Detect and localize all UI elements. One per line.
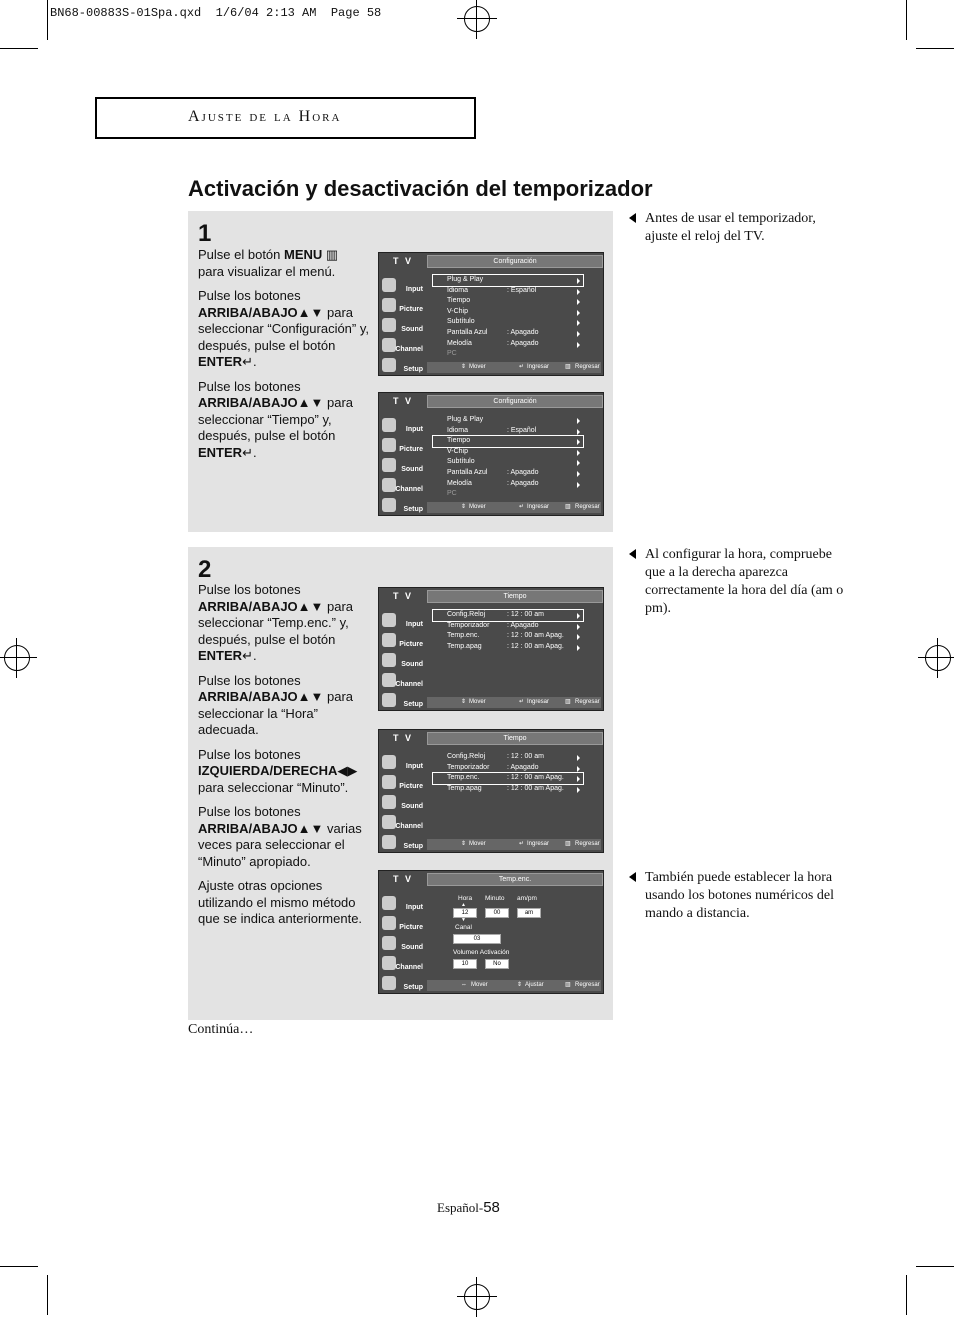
crop-mark xyxy=(0,1266,38,1267)
setup-icon xyxy=(382,693,396,707)
input-icon xyxy=(382,418,396,432)
tv-menu-row: Temporizador : Apagado xyxy=(433,763,583,774)
crop-mark xyxy=(0,48,38,49)
footer-label: Mover xyxy=(469,364,486,370)
page-title: Activación y desactivación del temporizador xyxy=(188,176,653,201)
move-icon: ⇕ xyxy=(461,504,467,510)
picture-icon xyxy=(382,633,396,647)
activacion-field: No xyxy=(485,959,509,969)
tv-footer xyxy=(427,980,601,991)
tv-menu-list xyxy=(433,415,583,500)
channel-icon xyxy=(382,815,396,829)
tv-menu-list xyxy=(433,275,583,360)
tv-side-menu xyxy=(380,611,424,711)
tv-side-menu xyxy=(380,753,424,853)
note-arrow-icon xyxy=(629,872,636,882)
tv-label: T V xyxy=(393,396,414,406)
tv-menu-row: Tiempo xyxy=(433,436,583,447)
tv-footer xyxy=(427,362,601,373)
hora-field: 12 xyxy=(453,908,477,918)
tv-menu-row: V-Chip xyxy=(433,307,583,318)
down-arrow-icon: ▼ xyxy=(461,917,466,923)
footer-label: Regresar xyxy=(575,841,600,847)
up-down-icon: ▲▼ xyxy=(297,820,324,836)
tv-screen-title: Configuración xyxy=(427,395,603,408)
tv-menu-row: Temp.enc. : 12 : 00 am Apag. xyxy=(433,773,583,784)
tv-screen-title: Configuración xyxy=(427,255,603,268)
channel-icon xyxy=(382,673,396,687)
side-label: Channel xyxy=(395,823,423,830)
step-2-note-2: También puede establecer la hora usando los botones numéricos del mando a distancia. xyxy=(645,870,834,921)
side-label: Setup xyxy=(403,506,423,513)
side-label: Input xyxy=(405,904,423,911)
picture-icon xyxy=(382,775,396,789)
channel-icon xyxy=(382,956,396,970)
side-label: Setup xyxy=(403,366,423,373)
tv-footer xyxy=(427,839,601,850)
adjust-icon: ⇕ xyxy=(517,982,523,988)
side-label: Setup xyxy=(403,843,423,850)
enter-icon: ↵ xyxy=(519,699,525,705)
footer-label: Regresar xyxy=(575,364,600,370)
crop-mark xyxy=(906,0,907,40)
footer-label: Mover xyxy=(469,841,486,847)
step-1-note: Antes de usar el temporizador, ajuste el reloj del TV. xyxy=(645,211,816,244)
tv-menu-row: Config.Reloj : 12 : 00 am xyxy=(433,610,583,621)
enter-icon: ↵ xyxy=(519,841,525,847)
tv-menu-row: Subtítulo xyxy=(433,457,583,468)
up-down-icon: ▲▼ xyxy=(297,304,324,320)
move-icon: ⇕ xyxy=(461,364,467,370)
footer-label: Ingresar xyxy=(527,699,550,705)
enter-icon: ↵ xyxy=(242,444,253,460)
input-icon xyxy=(382,755,396,769)
side-label: Picture xyxy=(399,924,423,931)
up-down-icon: ▲▼ xyxy=(297,395,324,410)
up-arrow-icon: ▲ xyxy=(461,902,466,908)
sound-icon xyxy=(382,936,396,950)
return-icon: ▥ xyxy=(565,982,571,988)
volumen-field: 10 xyxy=(453,959,477,969)
note-arrow-icon xyxy=(629,549,636,559)
ampm-field: am xyxy=(517,908,541,918)
side-label: Picture xyxy=(399,641,423,648)
step-1-number: 1 xyxy=(198,220,212,247)
channel-icon xyxy=(382,478,396,492)
side-label: Sound xyxy=(401,944,423,951)
footer-label: Regresar xyxy=(575,699,600,705)
footer-label: Ingresar xyxy=(527,504,550,510)
step-2-note-1: Al configurar la hora, compruebe que a la derecha aparezca correctamente la hora del día (am o pm). xyxy=(645,547,844,616)
ampm-label: am/pm xyxy=(517,895,537,902)
tv-menu-row: Pantalla Azul : Apagado xyxy=(433,468,583,479)
tv-menu-row: Temporizador : Apagado xyxy=(433,621,583,632)
crop-mark xyxy=(906,1275,907,1315)
setup-icon xyxy=(382,498,396,512)
enter-icon: ↵ xyxy=(519,364,525,370)
tv-menu-row: Idioma : Español xyxy=(433,286,583,297)
tv-menu-row: Melodía : Apagado xyxy=(433,479,583,490)
hora-label: Hora xyxy=(458,895,473,902)
footer-label: Ajustar xyxy=(525,982,544,988)
tv-menu-row: Pantalla Azul : Apagado xyxy=(433,328,583,339)
step-1-instructions: Pulse el botón MENU ▥ para visualizar el menú. Pulse los botones ARRIBA/ABAJO▲▼ para seleccionar “Configuración” y, después, pulse el botón ENTER↵. Pulse los botones ARRIBA/ABAJO▲▼ para seleccionar “Tiempo” y, después, pulse el botón ENTER↵. xyxy=(198,247,369,460)
minuto-label: Minuto xyxy=(485,895,505,902)
tv-label: T V xyxy=(393,874,414,884)
tv-menu-row: V-Chip xyxy=(433,447,583,458)
tv-screen-config-1 xyxy=(378,252,604,376)
sound-icon xyxy=(382,458,396,472)
tv-menu-row: PC xyxy=(447,350,457,358)
channel-icon xyxy=(382,338,396,352)
move-icon: ⇕ xyxy=(461,841,467,847)
tv-screen-config-2 xyxy=(378,392,604,516)
return-icon: ▥ xyxy=(565,841,571,847)
enter-icon: ↵ xyxy=(242,354,253,369)
side-label: Channel xyxy=(395,681,423,688)
tv-menu-row: Temp.apag : 12 : 00 am Apag. xyxy=(433,642,583,653)
crop-mark xyxy=(47,0,48,40)
continues-label: Continúa… xyxy=(188,1022,254,1037)
tv-screen-tiempo-2 xyxy=(378,729,604,853)
footer-label: Mover xyxy=(469,699,486,705)
tv-menu-list xyxy=(433,610,583,652)
side-label: Sound xyxy=(401,803,423,810)
tv-label: T V xyxy=(393,256,414,266)
registration-mark xyxy=(4,645,30,671)
tv-side-menu xyxy=(380,894,424,994)
move-icon: ⇔ xyxy=(461,982,467,988)
tv-footer xyxy=(427,502,601,513)
menu-icon: ▥ xyxy=(325,247,339,262)
canal-label: Canal xyxy=(455,924,472,931)
footer-label: Ingresar xyxy=(527,841,550,847)
setup-icon xyxy=(382,835,396,849)
side-label: Sound xyxy=(401,466,423,473)
registration-mark xyxy=(464,6,490,32)
left-right-icon: ◀▶ xyxy=(337,763,358,778)
tv-menu-row: Temp.apag : 12 : 00 am Apag. xyxy=(433,784,583,795)
canal-field: 03 xyxy=(453,934,501,944)
side-label: Picture xyxy=(399,783,423,790)
side-label: Sound xyxy=(401,661,423,668)
side-label: Setup xyxy=(403,701,423,708)
sound-icon xyxy=(382,653,396,667)
tv-menu-row: PC xyxy=(447,490,457,498)
tv-label: T V xyxy=(393,591,414,601)
registration-mark xyxy=(464,1284,490,1310)
tv-screen-title: Temp.enc. xyxy=(427,873,603,886)
tv-menu-row: Temp.enc. : 12 : 00 am Apag. xyxy=(433,631,583,642)
tv-label: T V xyxy=(393,733,414,743)
footer-label: Mover xyxy=(471,982,488,988)
volumen-label: Volumen Activación xyxy=(453,949,510,956)
crop-mark xyxy=(916,48,954,49)
tv-menu-row: Config.Reloj : 12 : 00 am xyxy=(433,752,583,763)
page-number: Español-58 xyxy=(437,1199,500,1216)
print-slug: BN68-00883S-01Spa.qxd 1/6/04 2:13 AM Page 58 xyxy=(50,6,382,20)
picture-icon xyxy=(382,438,396,452)
picture-icon xyxy=(382,916,396,930)
tv-screen-tempenc xyxy=(378,870,604,994)
side-label: Picture xyxy=(399,446,423,453)
note-arrow-icon xyxy=(629,213,636,223)
side-label: Sound xyxy=(401,326,423,333)
footer-label: Ingresar xyxy=(527,364,550,370)
enter-icon: ↵ xyxy=(242,648,253,663)
tv-side-menu xyxy=(380,416,424,516)
up-down-icon: ▲▼ xyxy=(297,689,324,704)
tv-menu-row: Plug & Play xyxy=(433,415,583,426)
setup-icon xyxy=(382,976,396,990)
input-icon xyxy=(382,896,396,910)
tv-menu-row: Plug & Play xyxy=(433,275,583,286)
footer-label: Regresar xyxy=(575,982,600,988)
side-label: Input xyxy=(405,426,423,433)
side-label: Setup xyxy=(403,984,423,991)
tv-menu-row: Melodía : Apagado xyxy=(433,339,583,350)
move-icon: ⇕ xyxy=(461,699,467,705)
side-label: Picture xyxy=(399,306,423,313)
registration-mark xyxy=(925,645,951,671)
side-label: Channel xyxy=(395,346,423,353)
side-label: Channel xyxy=(395,486,423,493)
side-label: Channel xyxy=(395,964,423,971)
input-icon xyxy=(382,278,396,292)
enter-icon: ↵ xyxy=(519,504,525,510)
setup-icon xyxy=(382,358,396,372)
tv-screen-tiempo-1 xyxy=(378,587,604,711)
tv-menu-list xyxy=(433,752,583,794)
sound-icon xyxy=(382,318,396,332)
tv-menu-row: Idioma : Español xyxy=(433,426,583,437)
tv-screen-title: Tiempo xyxy=(427,732,603,745)
return-icon: ▥ xyxy=(565,504,571,510)
step-2-instructions: Pulse los botones ARRIBA/ABAJO▲▼ para seleccionar “Temp.enc.” y, después, pulse el botón ENTER↵. Pulse los botones ARRIBA/ABAJO▲▼ para seleccionar la “Hora” adecuada. Pulse los botones IZQUIERDA/DERECHA◀▶ para seleccionar “Minuto”. Pulse los botones ARRIBA/ABAJO▲▼ varias veces para seleccionar el “Minuto” apropiado. Ajuste otras opciones utilizando el mismo método que se indica anteriormente. xyxy=(198,582,363,926)
footer-label: Regresar xyxy=(575,504,600,510)
tv-side-menu xyxy=(380,276,424,376)
side-label: Input xyxy=(405,286,423,293)
picture-icon xyxy=(382,298,396,312)
crop-mark xyxy=(47,1275,48,1315)
tv-screen-title: Tiempo xyxy=(427,590,603,603)
tv-menu-row: Subtítulo xyxy=(433,317,583,328)
crop-mark xyxy=(916,1266,954,1267)
up-down-icon: ▲▼ xyxy=(297,598,324,614)
section-title: Ajuste de la Hora xyxy=(188,108,342,125)
minuto-field: 00 xyxy=(485,908,509,918)
side-label: Input xyxy=(405,763,423,770)
tv-footer xyxy=(427,697,601,708)
sound-icon xyxy=(382,795,396,809)
tv-menu-row: Tiempo xyxy=(433,296,583,307)
step-2-number: 2 xyxy=(198,556,212,583)
side-label: Input xyxy=(405,621,423,628)
return-icon: ▥ xyxy=(565,699,571,705)
footer-label: Mover xyxy=(469,504,486,510)
return-icon: ▥ xyxy=(565,364,571,370)
input-icon xyxy=(382,613,396,627)
